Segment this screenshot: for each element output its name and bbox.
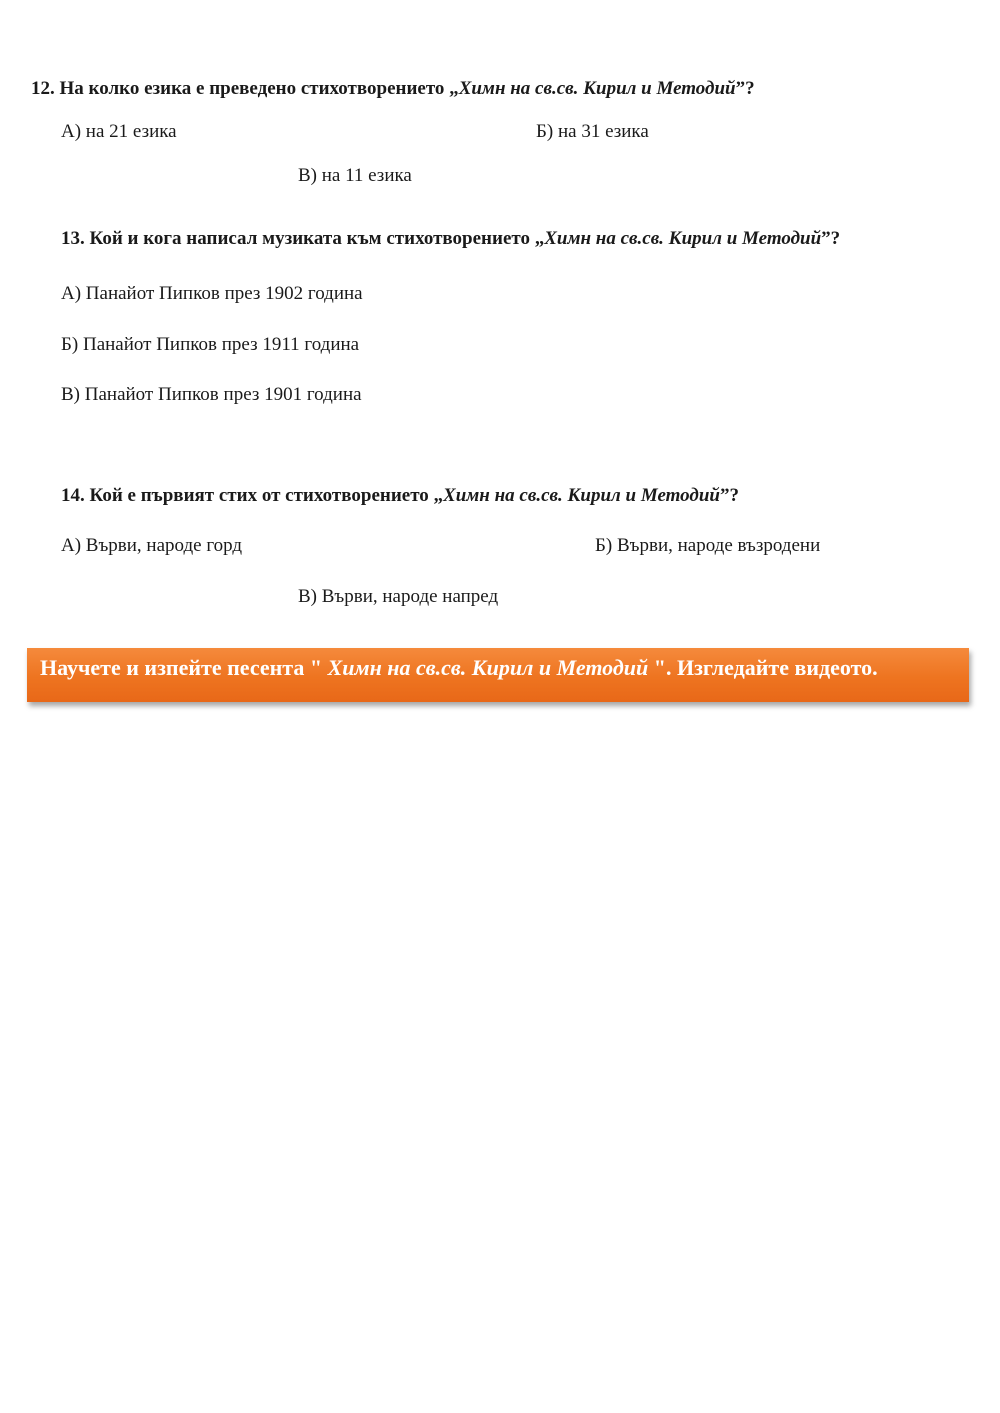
question-text: Кой и кога написал музиката към стихотворението „ xyxy=(84,228,545,249)
answer-option-a[interactable]: А) на 21 езика xyxy=(61,121,177,142)
banner-text-suffix: ". Изгледайте видеото. xyxy=(648,655,878,680)
question-number: 12. xyxy=(31,78,55,99)
answer-option-c[interactable]: В) Панайот Пипков през 1901 година xyxy=(61,384,362,405)
question-13-heading xyxy=(61,228,840,250)
poem-title: Химн на св.св. Кирил и Методий xyxy=(443,485,720,506)
question-12-heading xyxy=(31,78,755,100)
answer-option-a[interactable]: А) Панайот Пипков през 1902 година xyxy=(61,283,363,304)
answer-option-b[interactable]: Б) на 31 езика xyxy=(536,121,649,142)
question-suffix: ”? xyxy=(735,78,755,99)
answer-option-c[interactable]: В) на 11 езика xyxy=(298,165,412,186)
question-number: 13. xyxy=(61,228,85,249)
question-suffix: ”? xyxy=(821,228,841,249)
question-number: 14. xyxy=(61,485,85,506)
banner-text: Научете и изпейте песента " xyxy=(40,655,328,680)
answer-option-b[interactable]: Б) Панайот Пипков през 1911 година xyxy=(61,334,360,355)
question-suffix: ”? xyxy=(719,485,739,506)
banner-song-title: Химн на св.св. Кирил и Методий xyxy=(327,655,649,680)
question-text: Кой е първият стих от стихотворението „ xyxy=(84,485,444,506)
poem-title: Химн на св.св. Кирил и Методий xyxy=(544,228,822,249)
question-14-heading xyxy=(61,485,739,507)
video-instruction-banner[interactable] xyxy=(27,648,969,702)
answer-option-c[interactable]: В) Върви, народе напред xyxy=(298,586,499,607)
answer-option-a[interactable]: А) Върви, народе горд xyxy=(61,535,243,556)
question-text: На колко езика е преведено стихотворението „ xyxy=(54,78,459,99)
answer-option-b[interactable]: Б) Върви, народе възродени xyxy=(595,535,821,556)
poem-title: Химн на св.св. Кирил и Методий xyxy=(458,78,736,99)
